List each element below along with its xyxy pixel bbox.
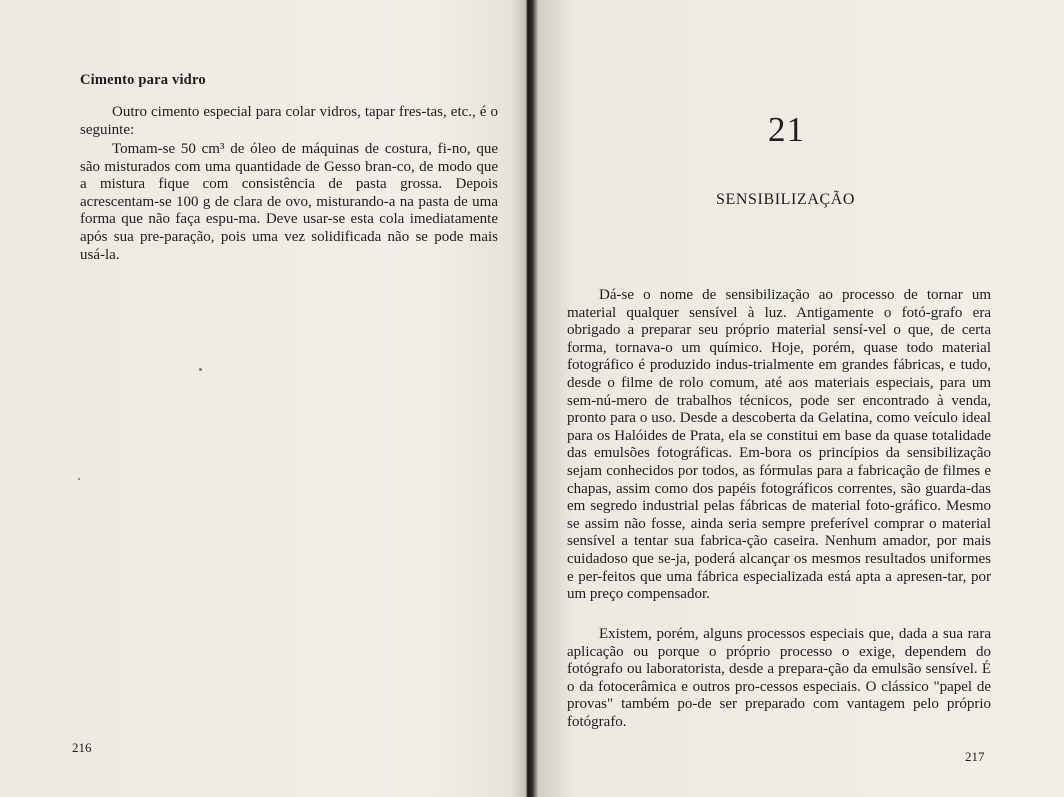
speck-mark: [199, 368, 202, 371]
chapter-title: SENSIBILIZAÇÃO: [716, 191, 856, 208]
right-paragraph-2: Existem, porém, alguns processos especiais que, dada a sua rara aplicação ou porque o próprio processo o exige, dependem do fotógrafo ou laboratorista, desde a prepara-ção da emulsão sensível. É o da fotocerâmica e outros pro-cessos especiais. O clássico "papel de provas" também po-de ser preparado com vantagem pelo próprio fotógrafo.: [567, 626, 991, 730]
chapter-number: 21: [768, 110, 805, 149]
page-number-left: 216: [72, 740, 92, 755]
left-page: [0, 0, 528, 797]
right-paragraph-1: Dá-se o nome de sensibilização ao processo de tornar um material qualquer sensível à luz. Antigamente o fotó-grafo era obrigado a preparar seu próprio material sensí-vel o que, de certa forma, tornava-o um químico. Hoje, porém, quase todo material fotográfico é produzido indus-trialmente em grandes fábricas, e tudo, desde o filme de rolo comum, até aos materiais especiais, para um sem-nú-mero de trabalhos técnicos, pode ser encontrado à venda, pronto para o uso. Desde a descoberta da Gelatina, como veículo ideal para os Halóides de Prata, ela se constitui em base da quase totalidade das emulsões fotográficas. Em-bora os princípios da sensibilização sejam conhecidos por todos, as fórmulas para a fabricação de filmes e chapas, assim como dos papéis fotográficos correntes, são guarda-das em segredo industrial pelas fábricas de material foto-gráfico. Mesmo se assim não fosse, ainda seria sempre preferível comprar o material sensível a tentar sua fabrica-ção caseira. Nenhum amador, por mais cuidadoso que se-ja, poderá alcançar os mesmos resultados uniformes e per-feitos que uma fábrica especializada está apta a apresen-tar, por um preço compensador.: [567, 287, 991, 603]
left-paragraph-1: Outro cimento especial para colar vidros, tapar fres-tas, etc., é o seguinte:: [80, 104, 498, 138]
section-title: Cimento para vidro: [80, 72, 206, 88]
page-number-right: 217: [965, 749, 985, 764]
left-paragraph-2: Tomam-se 50 cm³ de óleo de máquinas de costura, fi-no, que são misturados com uma quantidade de Gesso bran-co, de modo que a mistura fique com consistência de pasta grossa. Depois acrescentam-se 100 g de clara de ovo, misturando-a na pasta de uma forma que não faça espu-ma. Deve usar-se esta cola imediatamente após sua pre-paração, pois uma vez solidificada não se pode mais usá-la.: [80, 141, 498, 263]
speck-mark: [78, 478, 80, 480]
